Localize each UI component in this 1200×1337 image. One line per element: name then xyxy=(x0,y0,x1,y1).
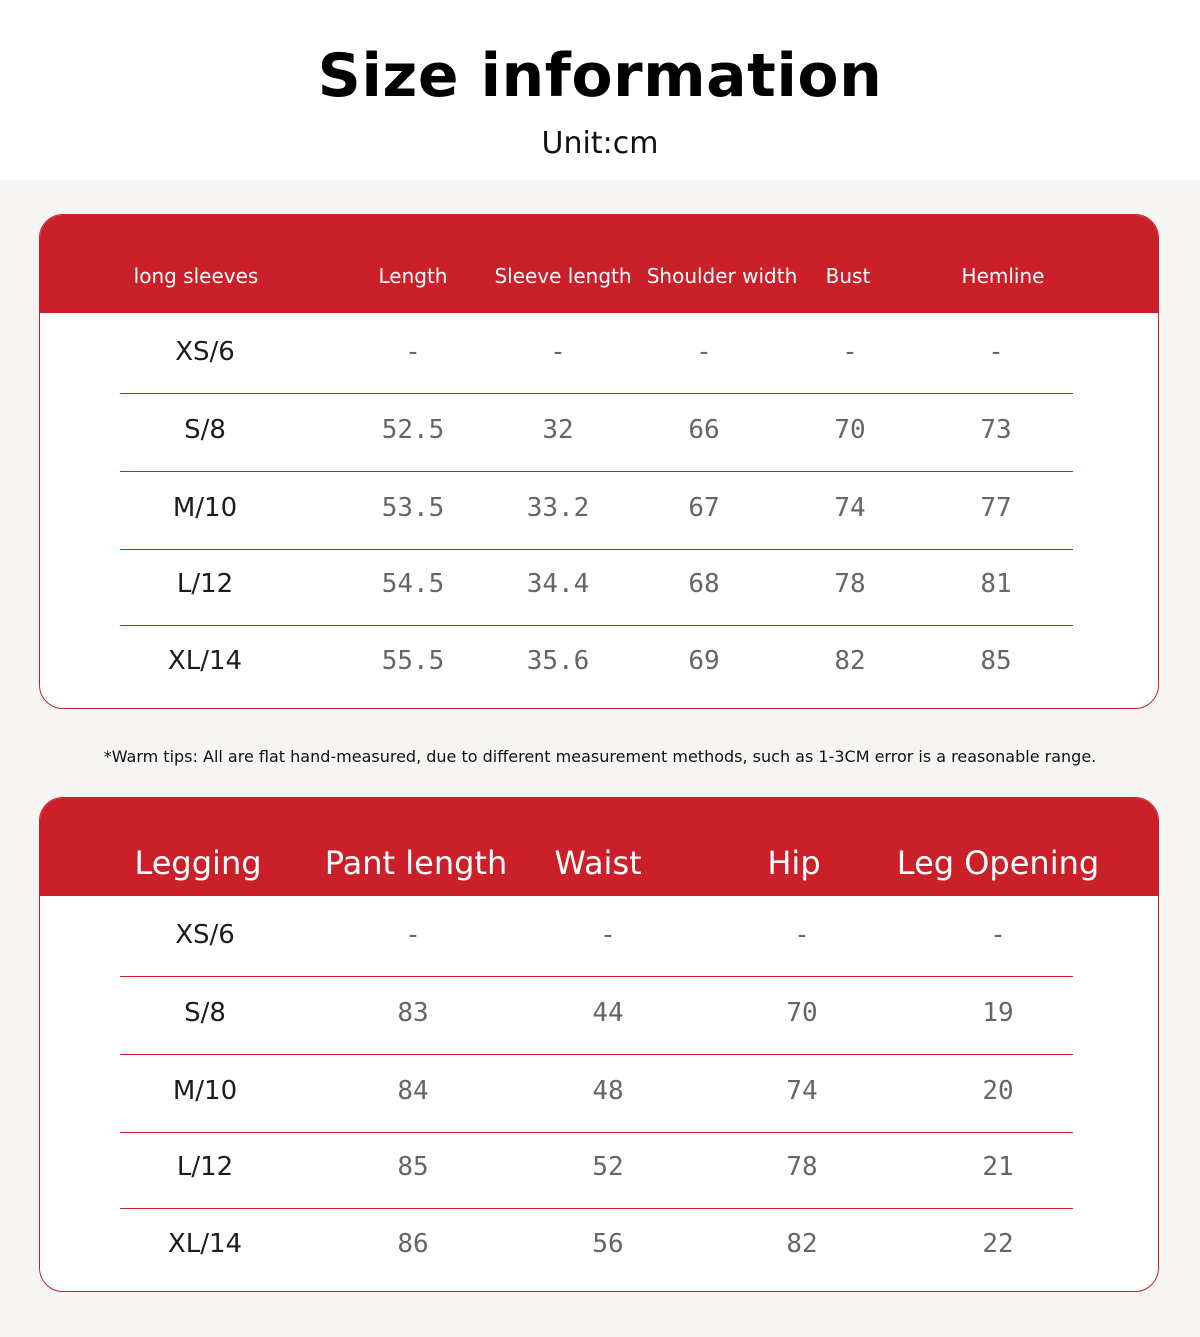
table-cell: 70 xyxy=(786,998,818,1028)
size-label: S/8 xyxy=(184,998,226,1028)
table-cell: 20 xyxy=(982,1076,1014,1106)
table-cell: 84 xyxy=(397,1076,429,1106)
table-row xyxy=(120,318,1073,394)
table-cell: 81 xyxy=(980,569,1012,599)
table-cell: - xyxy=(988,337,1004,367)
size-label: XL/14 xyxy=(167,646,243,676)
unit-label: Unit:cm xyxy=(541,126,659,161)
table-cell: 67 xyxy=(688,493,720,523)
column-header: Legging xyxy=(134,844,262,882)
table-cell: 54.5 xyxy=(381,569,445,599)
table-cell: 56 xyxy=(592,1229,624,1259)
table-cell: - xyxy=(405,337,421,367)
table-row xyxy=(120,1210,1073,1286)
table-cell: - xyxy=(600,920,616,950)
table-cell: 73 xyxy=(980,415,1012,445)
table-cell: 77 xyxy=(980,493,1012,523)
size-label: L/12 xyxy=(176,1152,234,1182)
table-cell: 35.6 xyxy=(526,646,590,676)
table-row xyxy=(120,1133,1073,1209)
size-label: XS/6 xyxy=(175,337,235,367)
table-cell: 74 xyxy=(834,493,866,523)
page-header xyxy=(0,0,1200,180)
table-cell: 82 xyxy=(834,646,866,676)
size-label: XS/6 xyxy=(175,920,235,950)
table-cell: 78 xyxy=(786,1152,818,1182)
table-row xyxy=(120,550,1073,626)
table-row xyxy=(120,979,1073,1055)
table-cell: - xyxy=(842,337,858,367)
table-cell: 48 xyxy=(592,1076,624,1106)
table-cell: 66 xyxy=(688,415,720,445)
table-cell: 69 xyxy=(688,646,720,676)
column-header: Leg Opening xyxy=(896,844,1100,882)
column-header: Hemline xyxy=(961,264,1045,288)
table-cell: 78 xyxy=(834,569,866,599)
table-cell: 70 xyxy=(834,415,866,445)
table-cell: 34.4 xyxy=(526,569,590,599)
table-cell: - xyxy=(550,337,566,367)
table-cell: 52 xyxy=(592,1152,624,1182)
column-header: Hip xyxy=(767,844,821,882)
table-cell: 68 xyxy=(688,569,720,599)
table-cell: 83 xyxy=(397,998,429,1028)
warm-tip: *Warm tips: All are flat hand-measured, due to different measurement methods, such as 1-3CM error is a reasonable range. xyxy=(103,747,1097,766)
table-cell: - xyxy=(990,920,1006,950)
table-cell: 74 xyxy=(786,1076,818,1106)
size-table-legging xyxy=(39,797,1159,1292)
table-cell: 19 xyxy=(982,998,1014,1028)
table-row xyxy=(120,396,1073,472)
column-header: Bust xyxy=(825,264,871,288)
table-cell: 52.5 xyxy=(381,415,445,445)
column-header: Shoulder width xyxy=(646,264,798,288)
size-label: M/10 xyxy=(172,493,238,523)
table-cell: 86 xyxy=(397,1229,429,1259)
table-cell: 22 xyxy=(982,1229,1014,1259)
table-row xyxy=(120,1057,1073,1133)
table-header xyxy=(40,215,1159,313)
table-cell: 33.2 xyxy=(526,493,590,523)
table-cell: - xyxy=(794,920,810,950)
size-label: S/8 xyxy=(184,415,226,445)
table-cell: 82 xyxy=(786,1229,818,1259)
table-cell: 44 xyxy=(592,998,624,1028)
table-cell: 55.5 xyxy=(381,646,445,676)
column-header: Length xyxy=(378,264,448,288)
size-label: L/12 xyxy=(176,569,234,599)
table-cell: - xyxy=(405,920,421,950)
table-cell: 85 xyxy=(397,1152,429,1182)
column-header: Pant length xyxy=(324,844,508,882)
column-header: Sleeve length xyxy=(494,264,632,288)
table-cell: 32 xyxy=(542,415,574,445)
table-cell: 53.5 xyxy=(381,493,445,523)
page-title: Size information xyxy=(317,41,883,111)
table-row xyxy=(120,901,1073,977)
column-header: long sleeves xyxy=(133,264,259,288)
table-header xyxy=(40,798,1159,896)
table-cell: 21 xyxy=(982,1152,1014,1182)
size-table-long-sleeves xyxy=(39,214,1159,709)
table-row xyxy=(120,627,1073,703)
table-row xyxy=(120,474,1073,550)
size-label: M/10 xyxy=(172,1076,238,1106)
table-cell: - xyxy=(696,337,712,367)
size-label: XL/14 xyxy=(167,1229,243,1259)
table-cell: 85 xyxy=(980,646,1012,676)
column-header: Waist xyxy=(554,844,642,882)
